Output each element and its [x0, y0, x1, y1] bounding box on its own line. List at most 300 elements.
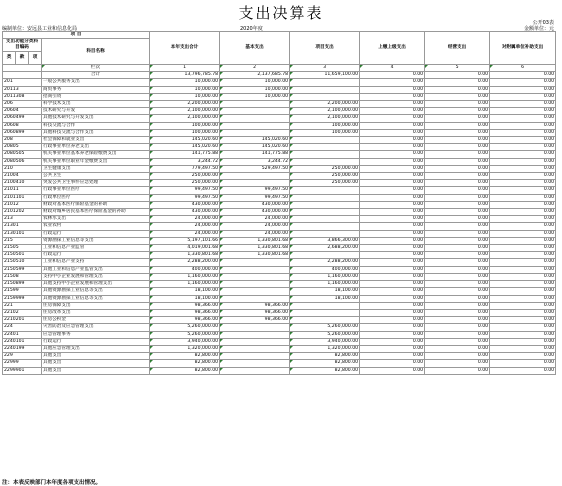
row-value: 18,100.00	[290, 295, 360, 302]
row-value: 24,000.00	[150, 223, 220, 230]
row-value: 0.00	[360, 281, 425, 288]
row-value: 0.00	[360, 345, 425, 352]
table-row	[3, 266, 556, 273]
row-value: 2,200,000.00	[150, 101, 220, 108]
row-value	[220, 360, 290, 367]
table-row	[3, 281, 556, 288]
project-header: 项 目	[3, 32, 150, 39]
row-name: 灾害防治及应急管理支出	[42, 324, 150, 331]
row-name: 行政单位医疗	[42, 194, 150, 201]
row-value	[220, 115, 290, 122]
row-value: 0.00	[425, 108, 490, 115]
index-cell: 1	[150, 65, 220, 72]
row-name: 其他资源勘探工业信息等支出	[42, 288, 150, 295]
row-value: 2,288,200.00	[150, 259, 220, 266]
row-value: 0.00	[490, 101, 556, 108]
table-row	[3, 317, 556, 324]
col-total-header: 本年支出合计	[150, 32, 220, 65]
row-code: 20805	[3, 144, 42, 151]
row-value: 0.00	[425, 367, 490, 374]
table-row	[3, 223, 556, 230]
row-name: 卫生健康支出	[42, 165, 150, 172]
row-value: 0.00	[360, 338, 425, 345]
row-name: 其他工业和信息产业监管支出	[42, 266, 150, 273]
row-code: 2101101	[3, 194, 42, 201]
row-value: 98,366.00	[150, 309, 220, 316]
row-value: 0.00	[425, 252, 490, 259]
row-name: 机关事业单位基本养老保险缴费支出	[42, 151, 150, 158]
row-value: 0.00	[360, 93, 425, 100]
row-value: 1,160,000.00	[150, 273, 220, 280]
row-name: 招商引资	[42, 93, 150, 100]
row-name: 商贸事务	[42, 86, 150, 93]
row-value: 0.00	[425, 180, 490, 187]
row-value: 98,366.00	[220, 309, 290, 316]
row-value: 0.00	[425, 288, 490, 295]
row-value: 0.00	[360, 259, 425, 266]
row-value: 0.00	[360, 187, 425, 194]
row-code: 21599	[3, 288, 42, 295]
row-value: 0.00	[360, 353, 425, 360]
row-value	[220, 295, 290, 302]
row-value: 2,288,200.00	[290, 259, 360, 266]
row-value: 0.00	[425, 187, 490, 194]
row-name: 行政事业单位医疗	[42, 187, 150, 194]
row-value: 0.00	[360, 237, 425, 244]
row-value: 0.00	[490, 173, 556, 180]
row-code: 2299901	[3, 367, 42, 374]
row-value: 0.00	[360, 324, 425, 331]
row-value: 0.00	[425, 338, 490, 345]
row-value	[220, 180, 290, 187]
row-name: 其他资源勘探工业信息等支出	[42, 295, 150, 302]
row-name: 其他科技交流与合作支出	[42, 129, 150, 136]
level-lei: 类	[3, 52, 16, 65]
row-value	[290, 194, 360, 201]
table-row	[3, 288, 556, 295]
table-row	[3, 165, 556, 172]
row-value	[290, 252, 360, 259]
row-value	[290, 187, 360, 194]
row-value: 430,000.00	[150, 209, 220, 216]
row-name: 财政对城乡居民基本医疗保险基金的补助	[42, 209, 150, 216]
row-value	[220, 338, 290, 345]
table-row	[3, 194, 556, 201]
row-code: 2080505	[3, 151, 42, 158]
row-value: 24,000.00	[220, 216, 290, 223]
table-row	[3, 237, 556, 244]
row-value: 0.00	[425, 137, 490, 144]
row-value: 0.00	[490, 245, 556, 252]
row-value	[290, 93, 360, 100]
row-value: 100,000.00	[150, 129, 220, 136]
row-value: 145,020.60	[220, 144, 290, 151]
row-code: 213	[3, 216, 42, 223]
row-value: 1,330,801.68	[220, 252, 290, 259]
col-basic-header: 基本支出	[220, 32, 290, 65]
index-cell: 6	[490, 65, 556, 72]
row-value: 0.00	[425, 194, 490, 201]
row-value: 5,197,101.66	[150, 237, 220, 244]
table-row	[3, 367, 556, 374]
level-xiang: 项	[29, 52, 42, 65]
table-row	[3, 245, 556, 252]
row-value: 0.00	[360, 101, 425, 108]
row-value: 0.00	[360, 209, 425, 216]
row-value: 0.00	[360, 144, 425, 151]
row-value: 145,020.60	[220, 137, 290, 144]
row-name: 其他支持中小企业发展和管理支出	[42, 281, 150, 288]
row-value: 0.00	[490, 281, 556, 288]
row-value: 82,800.00	[290, 367, 360, 374]
row-value: 0.00	[425, 115, 490, 122]
row-value: 0.00	[360, 158, 425, 165]
row-value: 100,000.00	[290, 129, 360, 136]
row-value: 0.00	[360, 165, 425, 172]
table-row	[3, 122, 556, 129]
row-value: 0.00	[360, 216, 425, 223]
row-value: 98,366.00	[150, 317, 220, 324]
row-value: 0.00	[425, 209, 490, 216]
row-value: 0.00	[360, 230, 425, 237]
func-code-header: 支出功能分类科目编码	[3, 39, 42, 52]
row-value: 0.00	[490, 338, 556, 345]
row-value: 0.00	[360, 108, 425, 115]
row-code: 229	[3, 353, 42, 360]
row-value: 18,100.00	[290, 288, 360, 295]
row-value: 2,200,000.00	[290, 101, 360, 108]
row-value: 24,000.00	[150, 216, 220, 223]
row-value: 99,497.50	[150, 187, 220, 194]
row-code: 2011308	[3, 93, 42, 100]
row-value	[290, 302, 360, 309]
row-value: 0.00	[360, 367, 425, 374]
row-value: 141,775.88	[150, 151, 220, 158]
row-value	[220, 281, 290, 288]
row-value: 0.00	[425, 86, 490, 93]
row-code: 20604	[3, 108, 42, 115]
row-value: 0.00	[425, 266, 490, 273]
table-row	[3, 295, 556, 302]
row-value: 0.00	[360, 223, 425, 230]
row-value: 0.00	[360, 122, 425, 129]
row-value	[290, 209, 360, 216]
row-name: 科技交流与合作	[42, 122, 150, 129]
row-value: 0.00	[490, 252, 556, 259]
header-row-project	[3, 32, 556, 39]
row-value: 98,366.00	[150, 302, 220, 309]
row-value: 18,100.00	[150, 295, 220, 302]
row-value: 0.00	[425, 230, 490, 237]
row-value	[220, 108, 290, 115]
row-value: 0.00	[425, 302, 490, 309]
level-kuan: 款	[16, 52, 29, 65]
row-value: 0.00	[490, 273, 556, 280]
table-row	[3, 101, 556, 108]
row-value: 0.00	[425, 158, 490, 165]
row-name: 突发公共卫生事件应急处理	[42, 180, 150, 187]
row-code: 2150510	[3, 259, 42, 266]
row-value: 18,100.00	[150, 288, 220, 295]
row-name: 其他支出	[42, 353, 150, 360]
row-value: 0.00	[360, 86, 425, 93]
row-value	[290, 137, 360, 144]
row-value: 0.00	[360, 266, 425, 273]
row-value: 0.00	[360, 302, 425, 309]
row-value: 400,000.00	[150, 266, 220, 273]
row-value: 98,366.00	[220, 317, 290, 324]
row-value: 0.00	[490, 237, 556, 244]
row-value: 0.00	[425, 353, 490, 360]
row-value: 1,320,000.00	[290, 345, 360, 352]
index-cell: 3	[290, 65, 360, 72]
row-value: 141,775.88	[220, 151, 290, 158]
row-value	[290, 317, 360, 324]
table-row	[3, 187, 556, 194]
row-code: 22102	[3, 309, 42, 316]
table-row	[3, 151, 556, 158]
row-value: 2,100,000.00	[290, 115, 360, 122]
row-value: 1,160,000.00	[290, 273, 360, 280]
row-code: 2100410	[3, 180, 42, 187]
row-value: 0.00	[490, 295, 556, 302]
row-value	[220, 122, 290, 129]
row-value: 0.00	[360, 288, 425, 295]
row-value: 0.00	[360, 79, 425, 86]
row-name: 住房保障支出	[42, 302, 150, 309]
footnote: 注：本表反映部门本年度各项支出情况。	[2, 480, 102, 486]
row-value: 250,000.00	[290, 180, 360, 187]
table-row	[3, 137, 556, 144]
row-name: 技术研究与开发	[42, 108, 150, 115]
row-name: 农林水支出	[42, 216, 150, 223]
table-row	[3, 309, 556, 316]
table-row	[3, 259, 556, 266]
row-name: 工业和信息产业监管	[42, 245, 150, 252]
row-value: 0.00	[425, 101, 490, 108]
row-code: 2240101	[3, 338, 42, 345]
row-value: 5,260,000.00	[150, 324, 220, 331]
row-name: 农业农村	[42, 223, 150, 230]
row-code: 2101202	[3, 209, 42, 216]
row-value: 0.00	[490, 266, 556, 273]
row-value: 0.00	[360, 129, 425, 136]
row-value: 99,497.50	[220, 194, 290, 201]
row-value: 0.00	[490, 79, 556, 86]
row-code: 21301	[3, 223, 42, 230]
table-row	[3, 93, 556, 100]
table-row	[3, 86, 556, 93]
row-value: 0.00	[490, 129, 556, 136]
row-value: 0.00	[490, 309, 556, 316]
row-value: 0.00	[490, 115, 556, 122]
table-row	[3, 353, 556, 360]
row-value: 1,330,801.68	[220, 237, 290, 244]
row-value: 1,160,000.00	[150, 281, 220, 288]
table-row	[3, 345, 556, 352]
row-value: 3,940,000.00	[150, 338, 220, 345]
row-value: 0.00	[425, 151, 490, 158]
row-value: 0.00	[490, 209, 556, 216]
row-value: 0.00	[425, 216, 490, 223]
row-value: 1,320,000.00	[150, 345, 220, 352]
money-unit-label: 金额单位：元	[523, 26, 554, 32]
row-value: 0.00	[490, 367, 556, 374]
row-code: 2080506	[3, 158, 42, 165]
row-name: 一般公共服务支出	[42, 79, 150, 86]
row-value: 400,000.00	[290, 266, 360, 273]
row-value: 250,000.00	[290, 173, 360, 180]
row-value	[290, 216, 360, 223]
row-value: 0.00	[360, 309, 425, 316]
row-value: 3,244.72	[150, 158, 220, 165]
row-value: 1,330,801.68	[150, 252, 220, 259]
row-code: 2240199	[3, 345, 42, 352]
row-value: 10,000.00	[150, 79, 220, 86]
row-value	[290, 151, 360, 158]
row-name: 行政运行	[42, 230, 150, 237]
row-code: 2150899	[3, 281, 42, 288]
row-value	[220, 367, 290, 374]
row-value: 0.00	[490, 122, 556, 129]
row-code: 206	[3, 101, 42, 108]
row-value	[220, 101, 290, 108]
row-value	[290, 158, 360, 165]
table-row	[3, 209, 556, 216]
row-value	[220, 259, 290, 266]
row-value: 779,497.50	[150, 165, 220, 172]
row-value: 82,800.00	[150, 367, 220, 374]
row-value: 0.00	[490, 158, 556, 165]
table-row	[3, 230, 556, 237]
row-value: 529,497.50	[220, 165, 290, 172]
row-code: 21505	[3, 245, 42, 252]
row-value: 0.00	[360, 151, 425, 158]
total-cell: 0.00	[360, 72, 425, 79]
row-value: 0.00	[490, 223, 556, 230]
index-row	[3, 65, 556, 72]
row-value: 0.00	[425, 165, 490, 172]
row-value: 0.00	[490, 302, 556, 309]
row-value	[220, 288, 290, 295]
row-value: 0.00	[360, 252, 425, 259]
row-code: 2159999	[3, 295, 42, 302]
row-value: 0.00	[425, 223, 490, 230]
row-value: 0.00	[425, 144, 490, 151]
row-value: 0.00	[360, 331, 425, 338]
row-value: 5,260,000.00	[290, 331, 360, 338]
row-value: 0.00	[425, 173, 490, 180]
row-value: 0.00	[360, 360, 425, 367]
row-value: 10,000.00	[220, 93, 290, 100]
row-value: 0.00	[490, 317, 556, 324]
row-value: 98,366.00	[220, 302, 290, 309]
row-value: 0.00	[490, 288, 556, 295]
row-value	[290, 86, 360, 93]
row-value: 0.00	[490, 86, 556, 93]
row-value: 10,000.00	[220, 79, 290, 86]
row-name: 其他支出	[42, 367, 150, 374]
table-row	[3, 338, 556, 345]
row-value: 10,000.00	[150, 93, 220, 100]
total-cell: 0.00	[425, 72, 490, 79]
year-label: 2020年度	[240, 26, 263, 32]
row-value	[220, 266, 290, 273]
col-upper-header: 上缴上级支出	[360, 32, 425, 65]
row-value: 3,244.72	[220, 158, 290, 165]
row-name: 应急管理事务	[42, 331, 150, 338]
row-value: 100,000.00	[290, 122, 360, 129]
row-name: 其他应急管理支出	[42, 345, 150, 352]
table-row	[3, 158, 556, 165]
row-value: 0.00	[360, 115, 425, 122]
row-name: 其他支出	[42, 360, 150, 367]
row-value: 10,000.00	[220, 86, 290, 93]
row-value: 24,000.00	[220, 223, 290, 230]
row-value: 0.00	[490, 331, 556, 338]
row-value: 0.00	[360, 173, 425, 180]
row-name: 行政运行	[42, 338, 150, 345]
row-value: 0.00	[490, 137, 556, 144]
table-row	[3, 360, 556, 367]
row-value	[220, 345, 290, 352]
row-value: 0.00	[360, 194, 425, 201]
row-value: 0.00	[490, 194, 556, 201]
col-business-header: 经营支出	[425, 32, 490, 65]
row-value: 24,000.00	[220, 230, 290, 237]
row-value: 82,800.00	[290, 360, 360, 367]
row-value: 0.00	[425, 259, 490, 266]
table-row	[3, 216, 556, 223]
row-value: 0.00	[425, 295, 490, 302]
row-code: 20113	[3, 86, 42, 93]
row-value: 145,020.60	[150, 137, 220, 144]
total-row	[3, 72, 556, 79]
table-row	[3, 144, 556, 151]
subject-name-header: 科目名称	[42, 39, 150, 65]
row-value: 0.00	[360, 180, 425, 187]
table-row	[3, 173, 556, 180]
lanci-label: 栏次	[42, 65, 150, 72]
row-code: 2060499	[3, 115, 42, 122]
row-code: 21012	[3, 201, 42, 208]
row-value: 0.00	[360, 273, 425, 280]
row-value	[220, 173, 290, 180]
row-value: 1,160,000.00	[290, 281, 360, 288]
row-value: 0.00	[425, 245, 490, 252]
row-value	[290, 201, 360, 208]
row-value	[220, 273, 290, 280]
row-code: 215	[3, 237, 42, 244]
table-row	[3, 115, 556, 122]
row-name: 行政运行	[42, 252, 150, 259]
row-value: 0.00	[425, 281, 490, 288]
total-cell: 0.00	[490, 72, 556, 79]
row-value: 0.00	[425, 129, 490, 136]
table-row	[3, 331, 556, 338]
row-value: 250,000.00	[150, 180, 220, 187]
row-name: 行政事业单位养老支出	[42, 144, 150, 151]
row-value: 0.00	[425, 201, 490, 208]
heji-label: 合计	[42, 72, 150, 79]
row-value: 10,000.00	[150, 86, 220, 93]
row-value: 0.00	[490, 230, 556, 237]
row-code: 2150501	[3, 252, 42, 259]
row-value: 99,497.50	[150, 194, 220, 201]
row-value: 3,866,300.00	[290, 237, 360, 244]
row-value	[290, 223, 360, 230]
row-value: 0.00	[360, 317, 425, 324]
